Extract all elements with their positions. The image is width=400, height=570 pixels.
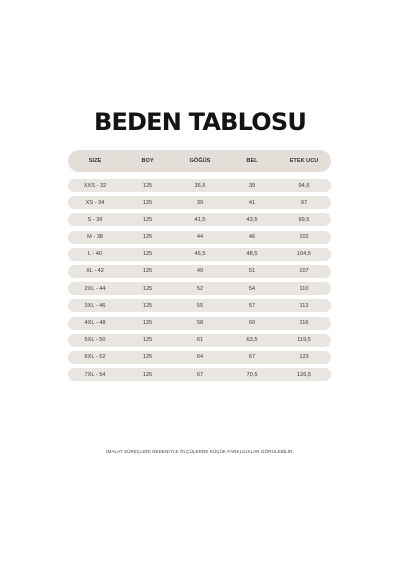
etek-ucu-cell: 94,5 <box>298 182 310 189</box>
gogus-cell: 39 <box>196 199 204 206</box>
bel-cell: 39 <box>248 182 256 189</box>
header-bel: BEL <box>246 158 258 164</box>
size-cell: 7XL - 54 <box>84 371 106 378</box>
header-boy: BOY <box>141 158 154 164</box>
gogus-cell: 49 <box>196 268 204 275</box>
table-row <box>68 179 331 192</box>
table-row <box>68 248 331 261</box>
table-row <box>68 351 331 364</box>
etek-ucu-cell: 110 <box>299 285 309 292</box>
bel-cell: 63,5 <box>246 337 258 344</box>
header-size: SIZE <box>88 158 102 164</box>
size-cell: 6XL - 52 <box>84 354 106 361</box>
size-cell: 4XL - 48 <box>84 320 106 326</box>
table-row <box>68 213 331 226</box>
table-row <box>68 299 331 312</box>
boy-cell: 125 <box>142 354 153 361</box>
gogus-cell: 36,5 <box>194 182 206 189</box>
table-header <box>68 150 331 172</box>
table-row <box>68 231 331 244</box>
bel-cell: 67 <box>248 354 256 361</box>
etek-ucu-cell: 102 <box>299 234 309 241</box>
size-cell: S - 36 <box>87 216 103 223</box>
boy-cell: 125 <box>142 251 153 258</box>
etek-ucu-cell: 119,5 <box>297 337 311 344</box>
boy-cell: 125 <box>142 302 153 309</box>
bel-cell: 54 <box>248 285 256 292</box>
gogus-cell: 52 <box>196 285 204 292</box>
size-cell: XXS - 32 <box>83 182 107 189</box>
etek-ucu-cell: 107 <box>299 268 309 275</box>
table-body <box>68 179 331 381</box>
page-title: BEDEN TABLOSU <box>93 108 307 136</box>
table-row <box>68 317 331 330</box>
header-gogus: GÖĞÜS <box>189 158 211 164</box>
disclaimer-note: İMALAT SÜREÇLERİ NEDENİYLE ÖLÇÜLERDE KÜÇÜK FARKLILIKLAR GÖRÜLEBİLİR. <box>106 449 294 454</box>
bel-cell: 70,5 <box>246 371 258 378</box>
gogus-cell: 61 <box>196 337 204 344</box>
gogus-cell: 46,5 <box>194 251 206 258</box>
etek-ucu-cell: 123 <box>299 354 309 361</box>
table-row <box>68 282 331 295</box>
etek-ucu-cell: 97 <box>300 199 308 206</box>
size-table <box>68 150 331 381</box>
bel-cell: 60 <box>248 320 256 326</box>
size-cell: L - 40 <box>87 251 103 258</box>
boy-cell: 125 <box>142 199 153 206</box>
table-row <box>68 265 331 278</box>
size-cell: 5XL - 50 <box>84 337 106 344</box>
bel-cell: 57 <box>248 302 256 309</box>
table-row <box>68 334 331 347</box>
header-etek-ucu: ETEK UCU <box>289 158 319 164</box>
bel-cell: 43,5 <box>246 216 258 223</box>
boy-cell: 125 <box>142 216 153 223</box>
gogus-cell: 55 <box>196 302 204 309</box>
gogus-cell: 41,5 <box>194 216 206 223</box>
size-cell: XS - 34 <box>85 199 105 206</box>
size-cell: M - 38 <box>87 234 103 241</box>
bel-cell: 41 <box>248 199 256 206</box>
etek-ucu-cell: 113 <box>299 302 309 309</box>
boy-cell: 125 <box>142 320 153 326</box>
etek-ucu-cell: 104,5 <box>297 251 311 258</box>
boy-cell: 125 <box>142 337 153 344</box>
size-cell: 3XL - 46 <box>84 302 106 309</box>
size-cell: XL - 42 <box>86 268 104 275</box>
gogus-cell: 67 <box>196 371 204 378</box>
bel-cell: 48,5 <box>246 251 258 258</box>
etek-ucu-cell: 116 <box>299 320 309 326</box>
boy-cell: 125 <box>142 268 153 275</box>
gogus-cell: 58 <box>196 320 204 326</box>
table-row <box>68 196 331 209</box>
gogus-cell: 64 <box>196 354 204 361</box>
boy-cell: 125 <box>142 371 153 378</box>
gogus-cell: 44 <box>196 234 204 241</box>
table-row <box>68 368 331 381</box>
size-cell: 2XL - 44 <box>84 285 106 292</box>
etek-ucu-cell: 126,5 <box>297 371 311 378</box>
etek-ucu-cell: 99,5 <box>298 216 310 223</box>
bel-cell: 51 <box>248 268 256 275</box>
boy-cell: 125 <box>142 182 153 189</box>
bel-cell: 46 <box>248 234 256 241</box>
boy-cell: 125 <box>142 234 153 241</box>
boy-cell: 125 <box>142 285 153 292</box>
